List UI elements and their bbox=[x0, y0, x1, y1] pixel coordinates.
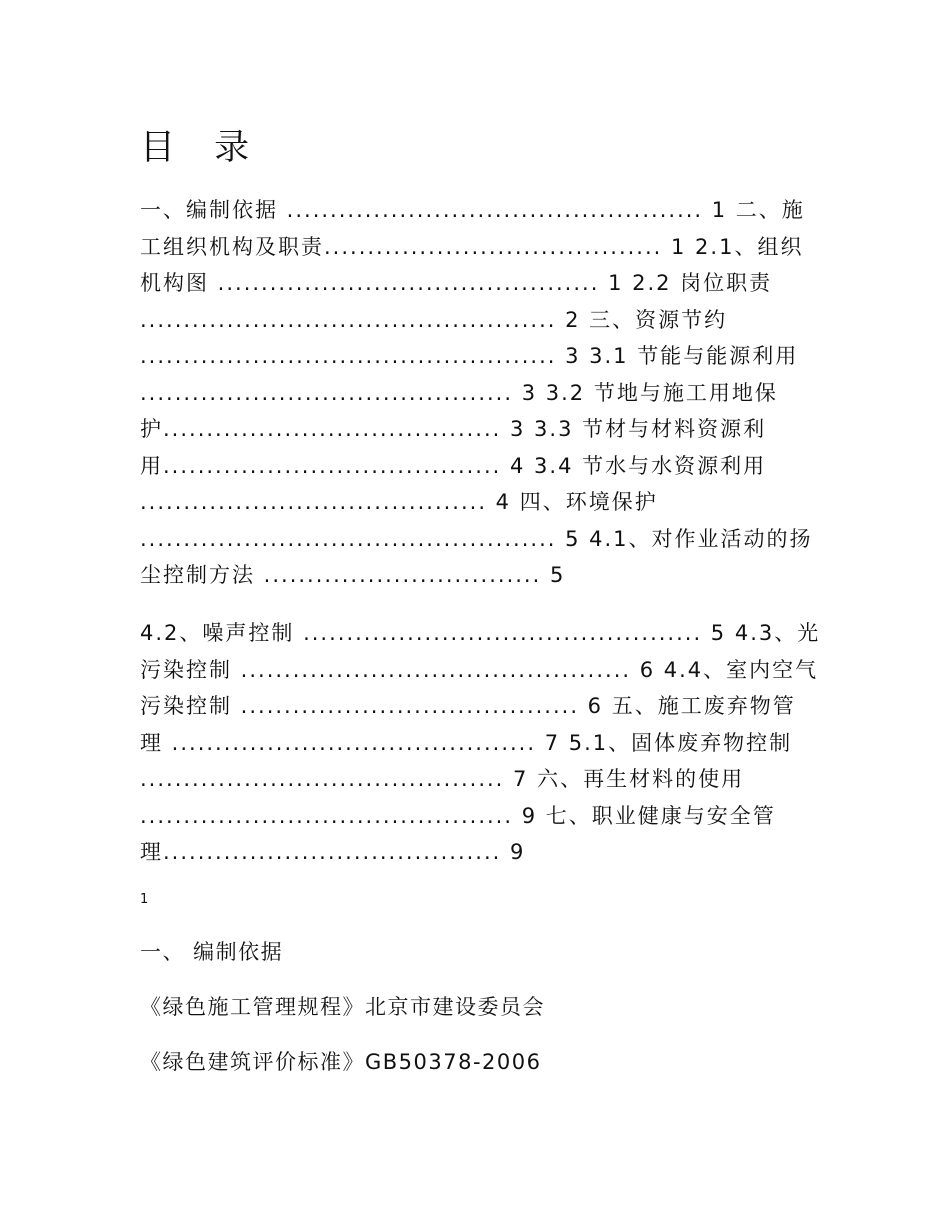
reference-item: 《绿色施工管理规程》北京市建设委员会 bbox=[140, 995, 545, 1019]
toc-line: 4.2、噪声控制 .............................................. 5 4.3、光 bbox=[140, 621, 820, 645]
toc-block-1 bbox=[140, 192, 820, 594]
toc-line: ........................................... 9 七、职业健康与安全管 bbox=[140, 803, 776, 828]
toc-line: 污染控制 ....................................... 6 五、施工废弃物管 bbox=[140, 694, 796, 718]
toc-line: 工组织机构及职责....................................... 1 2.1、组织 bbox=[140, 234, 804, 259]
page-number: 1 bbox=[140, 892, 149, 907]
toc-line: ........................................... 3 3.2 节地与施工用地保 bbox=[140, 380, 778, 405]
toc-line: 污染控制 ............................................. 6 4.4、室内空气 bbox=[140, 657, 819, 682]
toc-line: 用....................................... 4 3.4 节水与水资源利用 bbox=[140, 453, 767, 478]
toc-line: ........................................ 4 四、环境保护 bbox=[140, 490, 658, 514]
section-heading: 一、 编制依据 bbox=[140, 940, 284, 964]
toc-line: ................................................ 3 3.1 节能与能源利用 bbox=[140, 344, 799, 368]
toc-line: 护....................................... 3 3.3 节材与材料资源利 bbox=[140, 417, 767, 441]
toc-line: 尘控制方法 ................................ 5 bbox=[140, 563, 566, 587]
toc-line: ................................................ 2 三、资源节约 bbox=[140, 307, 728, 332]
toc-line: 理....................................... 9 bbox=[140, 840, 526, 864]
toc-line: 机构图 ............................................ 1 2.2 岗位职责 bbox=[140, 271, 773, 295]
toc-line: .......................................... 7 六、再生材料的使用 bbox=[140, 767, 745, 791]
toc-line: 理 .......................................... 7 5.1、固体废弃物控制 bbox=[140, 730, 793, 755]
toc-line: 一、编制依据 ................................................ 1 二、施 bbox=[140, 198, 805, 222]
toc-block-2 bbox=[140, 615, 820, 871]
toc-line: ................................................ 5 4.1、对作业活动的扬 bbox=[140, 526, 813, 551]
toc-title: 目 录 bbox=[140, 128, 264, 168]
reference-item: 《绿色建筑评价标准》GB50378-2006 bbox=[140, 1050, 542, 1074]
